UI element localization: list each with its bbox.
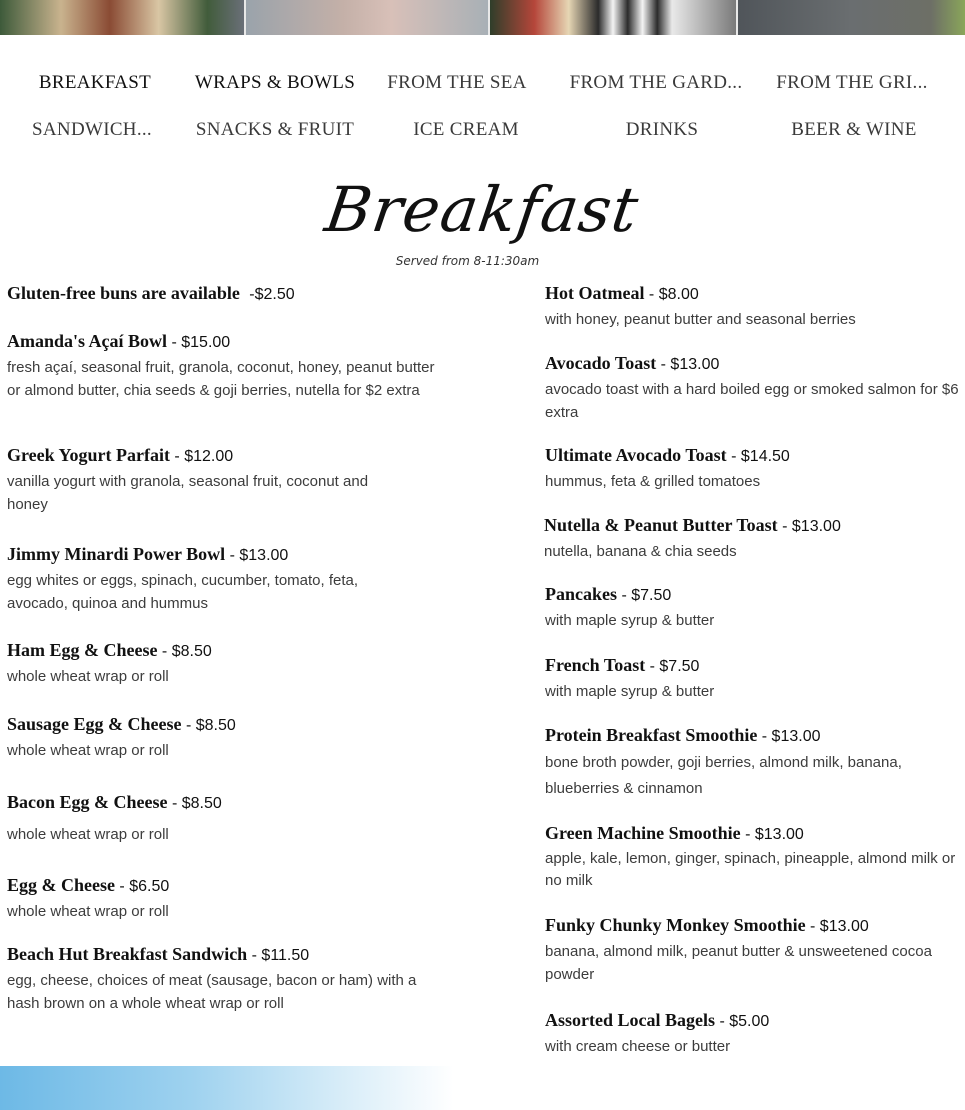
section-title: Breakfast xyxy=(321,173,644,246)
item-price: $7.50 xyxy=(631,587,672,604)
item-name: Greek Yogurt Parfait xyxy=(7,445,170,465)
bottom-decorative-banner xyxy=(0,1066,965,1110)
tab-ice-cream[interactable]: ICE CREAM xyxy=(413,119,519,140)
tab-wraps-bowls[interactable]: WRAPS & BOWLS xyxy=(194,72,356,93)
menu-item xyxy=(545,352,965,424)
item-description: whole wheat wrap or roll xyxy=(7,826,169,843)
item-description: apple, kale, lemon, ginger, spinach, pineapple, almond milk or no milk xyxy=(545,850,956,889)
item-name: Nutella & Peanut Butter Toast xyxy=(544,515,778,535)
item-description: hummus, feta & grilled tomatoes xyxy=(545,473,761,490)
hero-photo-strip xyxy=(0,0,965,35)
item-separator: - xyxy=(740,826,755,843)
item-price: $12.00 xyxy=(184,448,234,465)
menu-item xyxy=(7,713,447,762)
tab-from-the-sea[interactable]: FROM THE SEA xyxy=(387,72,527,93)
menu-category-nav xyxy=(0,62,965,156)
item-separator: - xyxy=(645,658,660,675)
item-description: whole wheat wrap or roll xyxy=(7,742,169,759)
menu-item xyxy=(545,583,965,632)
tab-from-the-garden[interactable]: FROM THE GARD... xyxy=(569,72,743,93)
tab-from-the-grill[interactable]: FROM THE GRI... xyxy=(776,72,928,93)
item-price: $11.50 xyxy=(261,947,310,964)
item-name: Egg & Cheese xyxy=(7,875,115,895)
item-price: $7.50 xyxy=(659,658,700,675)
item-name: Gluten-free buns are available xyxy=(7,283,240,303)
food-photo xyxy=(246,0,490,35)
menu-item xyxy=(7,874,447,923)
item-price: $13.00 xyxy=(791,518,841,535)
item-price: $8.50 xyxy=(171,643,212,660)
menu-item xyxy=(545,282,965,331)
menu-item xyxy=(7,282,447,306)
item-name: Ham Egg & Cheese xyxy=(7,640,158,660)
tab-beer-wine[interactable]: BEER & WINE xyxy=(791,119,917,140)
item-name: French Toast xyxy=(545,655,646,675)
item-name: Hot Oatmeal xyxy=(545,283,645,303)
menu-item xyxy=(545,1009,965,1058)
item-description: fresh açaí, seasonal fruit, granola, coconut, honey, peanut butter or almond butter, chia seeds & goji berries, nutella for $2 extra xyxy=(7,359,435,399)
item-separator: - xyxy=(656,356,671,373)
item-separator: - xyxy=(726,448,741,465)
item-description: vanilla yogurt with granola, seasonal fruit, coconut and honey xyxy=(7,473,369,513)
item-separator: - xyxy=(181,717,196,734)
item-description: with maple syrup & butter xyxy=(545,612,715,629)
item-description: whole wheat wrap or roll xyxy=(7,903,169,920)
nav-row-2 xyxy=(0,109,965,156)
item-price: $13.00 xyxy=(754,826,804,843)
item-separator: - xyxy=(757,728,772,745)
item-description: bone broth powder, goji berries, almond milk, banana, blueberries & cinnamon xyxy=(545,754,902,797)
food-photo xyxy=(490,0,738,35)
item-description: banana, almond milk, peanut butter & unsweetened cocoa powder xyxy=(545,943,932,983)
item-price: $8.50 xyxy=(195,717,236,734)
menu-item xyxy=(7,639,447,688)
menu-item xyxy=(7,543,447,615)
item-name: Avocado Toast xyxy=(545,353,657,373)
menu-item xyxy=(545,914,965,986)
item-price: $8.50 xyxy=(181,795,222,812)
section-title-wrap xyxy=(0,170,965,250)
item-description: avocado toast with a hard boiled egg or smoked salmon for $6 extra xyxy=(545,381,959,421)
item-description: with cream cheese or butter xyxy=(545,1038,731,1055)
menu-item xyxy=(7,791,447,846)
serving-hours: Served from 8-11:30am xyxy=(395,254,540,268)
item-name: Ultimate Avocado Toast xyxy=(545,445,727,465)
item-price: $5.00 xyxy=(729,1013,770,1030)
item-description: egg, cheese, choices of meat (sausage, bacon or ham) with a hash brown on a whole wheat wrap or roll xyxy=(7,972,417,1012)
item-separator: - xyxy=(777,518,792,535)
item-name: Assorted Local Bagels xyxy=(545,1010,715,1030)
item-description: egg whites or eggs, spinach, cucumber, tomato, feta, avocado, quinoa and hummus xyxy=(7,572,359,612)
menu-item xyxy=(7,943,447,1015)
item-separator: - xyxy=(114,878,130,895)
item-name: Amanda's Açaí Bowl xyxy=(7,331,168,351)
item-separator: - xyxy=(167,795,182,812)
menu-item xyxy=(544,514,965,563)
item-separator: - xyxy=(225,547,240,564)
item-name: Protein Breakfast Smoothie xyxy=(545,725,758,745)
item-name: Bacon Egg & Cheese xyxy=(7,792,168,812)
menu-item xyxy=(545,822,965,892)
item-name: Funky Chunky Monkey Smoothie xyxy=(545,915,806,935)
item-price: $8.00 xyxy=(658,286,699,303)
item-separator: - xyxy=(167,334,182,351)
nav-row-1 xyxy=(0,62,965,109)
item-name: Beach Hut Breakfast Sandwich xyxy=(7,944,248,964)
tab-snacks-fruit[interactable]: SNACKS & FRUIT xyxy=(195,119,355,140)
item-name: Sausage Egg & Cheese xyxy=(7,714,182,734)
item-name: Green Machine Smoothie xyxy=(545,823,741,843)
menu-item xyxy=(545,444,965,493)
menu-item xyxy=(545,724,965,802)
item-description: whole wheat wrap or roll xyxy=(7,668,169,685)
item-name: Pancakes xyxy=(545,584,617,604)
item-description: with honey, peanut butter and seasonal berries xyxy=(545,311,856,328)
item-price: $15.00 xyxy=(181,334,231,351)
item-separator: - xyxy=(644,286,659,303)
item-description: nutella, banana & chia seeds xyxy=(544,543,737,560)
menu-item xyxy=(545,654,965,703)
menu-item xyxy=(7,330,447,402)
item-description: with maple syrup & butter xyxy=(545,683,715,700)
item-price: $13.00 xyxy=(239,547,289,564)
item-separator: - xyxy=(715,1013,730,1030)
item-separator: - xyxy=(617,587,632,604)
item-price: $13.00 xyxy=(771,728,821,745)
item-price: $13.00 xyxy=(670,356,720,373)
item-separator: - xyxy=(169,448,185,465)
item-separator: - xyxy=(247,947,262,964)
item-name: Jimmy Minardi Power Bowl xyxy=(7,544,226,564)
item-price: $6.50 xyxy=(129,878,170,895)
food-photo xyxy=(738,0,965,35)
item-separator: - xyxy=(157,643,172,660)
tab-drinks[interactable]: DRINKS xyxy=(625,119,699,140)
tab-breakfast[interactable]: BREAKFAST xyxy=(38,72,152,93)
item-price: $13.00 xyxy=(819,918,869,935)
food-photo xyxy=(0,0,246,35)
menu-item xyxy=(7,444,447,516)
item-separator: - xyxy=(805,918,820,935)
tab-sandwiches[interactable]: SANDWICH... xyxy=(32,119,152,140)
item-price: -$2.50 xyxy=(249,286,295,303)
item-price: $14.50 xyxy=(740,448,790,465)
